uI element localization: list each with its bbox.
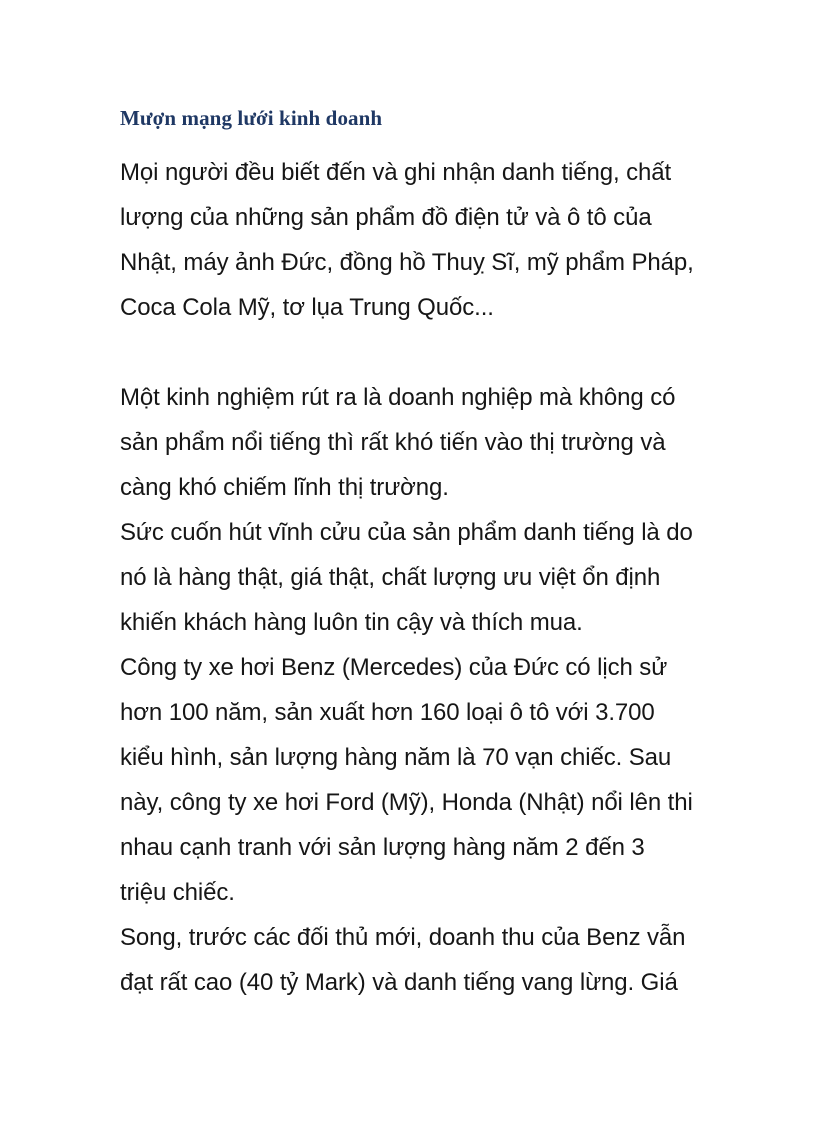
paragraph-5: Song, trước các đối thủ mới, doanh thu của Benz vẫn đạt rất cao (40 tỷ Mark) và danh tiếng vang lừng. Giá	[120, 924, 686, 996]
paragraph-spacer	[120, 330, 695, 375]
paragraph-4: Công ty xe hơi Benz (Mercedes) của Đức có lịch sử hơn 100 năm, sản xuất hơn 160 loại ô tô với 3.700 kiểu hình, sản lượng hàng năm là 70 vạn chiếc. Sau này, công ty xe hơi Ford (Mỹ), Honda (Nhật) nổi lên thi nhau cạnh tranh với sản lượng hàng năm 2 đến 3 triệu chiếc.	[120, 654, 693, 906]
paragraph-2: Một kinh nghiệm rút ra là doanh nghiệp mà không có sản phẩm nổi tiếng thì rất khó tiến vào thị trường và càng khó chiếm lĩnh thị trường.	[120, 384, 676, 501]
document-body	[120, 104, 695, 1005]
paragraph-1: Mọi người đều biết đến và ghi nhận danh tiếng, chất lượng của những sản phẩm đồ điện tử và ô tô của Nhật, máy ảnh Đức, đồng hồ Thuỵ Sĩ, mỹ phẩm Pháp, Coca Cola Mỹ, tơ lụa Trung Quốc...	[120, 159, 694, 321]
paragraph-3: Sức cuốn hút vĩnh cửu của sản phẩm danh tiếng là do nó là hàng thật, giá thật, chất lượng ưu việt ổn định khiến khách hàng luôn tin cậy và thích mua.	[120, 519, 693, 636]
page-title: Mượn mạng lưới kinh doanh	[120, 106, 383, 130]
